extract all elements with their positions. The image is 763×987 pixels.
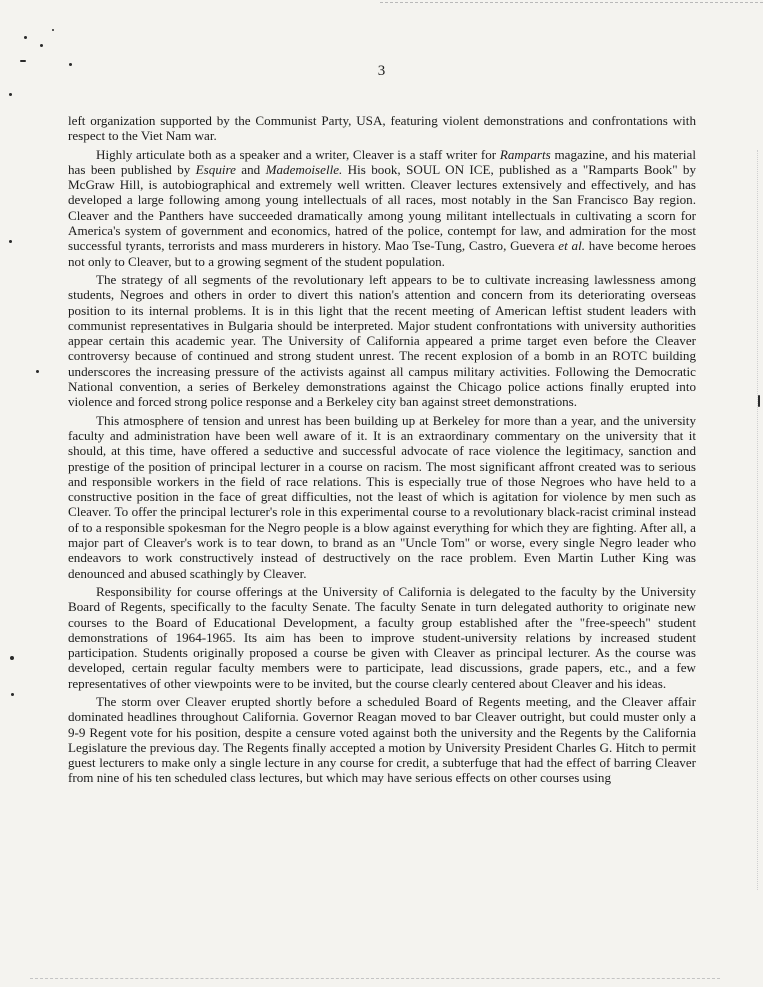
margin-speck [24, 36, 27, 39]
margin-speck [20, 60, 26, 62]
text-run: left organization supported by the Communist Party, USA, featuring violent demonstrations and confrontations with respect to the Viet Nam war. [68, 113, 696, 144]
text-run: His book, SOUL ON ICE, published as a "Ramparts Book" by McGraw Hill, is autobiographical and extremely well written. Cleaver lectures extensively and effectively, and has developed a large following among young intellectuals of all races, most notably in the San Francisco Bay region. Cleaver and the Panthers have succeeded dramatically among young militant intellectuals in cultivating a scorn for America's system of government and economics, hatred of the police, contempt for law, and admiration for the most successful tyrants, terrorists and mass murderers in history. Mao Tse-Tung, Castro, Guevera [68, 161, 697, 254]
text-run: magazine, and his material has been published by [68, 146, 697, 177]
paragraph [68, 694, 696, 786]
italic-text: Esquire [195, 161, 236, 177]
paragraph [68, 147, 696, 269]
right-margin-rule [757, 150, 758, 890]
page-number: 3 [377, 63, 386, 79]
italic-text: et al. [558, 238, 585, 254]
text-run: Highly articulate both as a speaker and a writer, Cleaver is a staff writer for [96, 146, 500, 162]
italic-text: Mademoiselle. [265, 161, 343, 177]
margin-speck [36, 370, 39, 373]
margin-speck [11, 693, 14, 696]
bottom-dashed-rule [30, 978, 720, 979]
italic-text: Ramparts [499, 146, 551, 162]
body-text [68, 113, 696, 789]
text-run: This atmosphere of tension and unrest has been building up at Berkeley for more than a year, and the university faculty and administration have been well aware of it. It is an extraordinary commentary on the university that it should, at this time, have offered a seductive and successful advocate of race violence the legitimacy, sanction and prestige of the position of principal lecturer in a course on racism. The most significant affront created was to serious and responsible workers in the field of race relations. This is especially true of those Negroes who have held to a constructive position in the face of great difficulties, not the least of which is agitation for violence by men such as Cleaver. To offer the principal lecturer's role in this experimental course to a revolutionary black-racist criminal instead of to a responsible spokesman for the Negro people is a blow against everything for which they are fighting. After all, a major part of Cleaver's work is to tear down, to brand as an "Uncle Tom" or worse, every single Negro leader who endeavors to work constructively instead of destructively on the race problem. Even Martin Luther King was denounced and abused scathingly by Cleaver. [68, 412, 696, 581]
text-run: and [235, 161, 266, 177]
paragraph [68, 413, 696, 581]
text-run: Responsibility for course offerings at the University of California is delegated to the faculty by the University Board of Regents, specifically to the faculty Senate. The faculty Senate in turn delegated authority to originate new courses to the Board of Educational Development, a faculty group established after the "free-speech" student demonstrations of 1964-1965. Its aim has been to improve student-university relations by increased student participation. Students originally proposed a course be given with Cleaver as principal lecturer. As the course was developed, certain regular faculty members were to participate, lead discussions, grade papers, etc., and a few representatives of other viewpoints were to be invited, but the course clearly centered about Cleaver and his ideas. [68, 583, 696, 691]
margin-speck [52, 29, 54, 31]
paragraph [68, 272, 696, 410]
margin-speck [9, 93, 12, 96]
text-run: have become heroes not only to Cleaver, but to a growing segment of the student population. [68, 238, 696, 269]
text-run: The strategy of all segments of the revolutionary left appears to be to cultivate increasing lawlessness among students, Negroes and others in order to divert this nation's attention and concern from its deteriorating overseas position to its internal problems. It is in this light that the recent meeting of American leftist student leaders with communist representatives in Bulgaria should be interpreted. Major student confrontations with university authorities appear certain this academic year. The University of California appeared a prime target even before the Cleaver controversy because of continued and strong student unrest. The recent explosion of a bomb in an ROTC building underscores the increasing pressure of the activists against all campus military activities. Following the Democratic National convention, a series of Berkeley demonstrations against the Chicago police actions finally erupted into violence and forced strong police response and a Berkeley city ban against street demonstrations. [68, 271, 696, 410]
margin-speck [40, 44, 43, 47]
margin-speck [758, 395, 760, 407]
top-dashed-rule [380, 2, 763, 3]
paragraph [68, 584, 696, 691]
text-run: The storm over Cleaver erupted shortly before a scheduled Board of Regents meeting, and the Cleaver affair dominated headlines throughout California. Governor Reagan moved to bar Cleaver outright, but could muster only a 9-9 Regent vote for his position, despite a censure voted against both the university and the Regents by the California Legislature the previous day. The Regents finally accepted a motion by University President Charles G. Hitch to permit guest lecturers to make only a single lecture in any course for credit, a subterfuge that had the effect of barring Cleaver from nine of his ten scheduled class lectures, but which may have serious effects on other courses using [68, 693, 696, 786]
margin-speck [9, 240, 12, 243]
margin-speck [10, 656, 14, 660]
paragraph [68, 113, 696, 144]
